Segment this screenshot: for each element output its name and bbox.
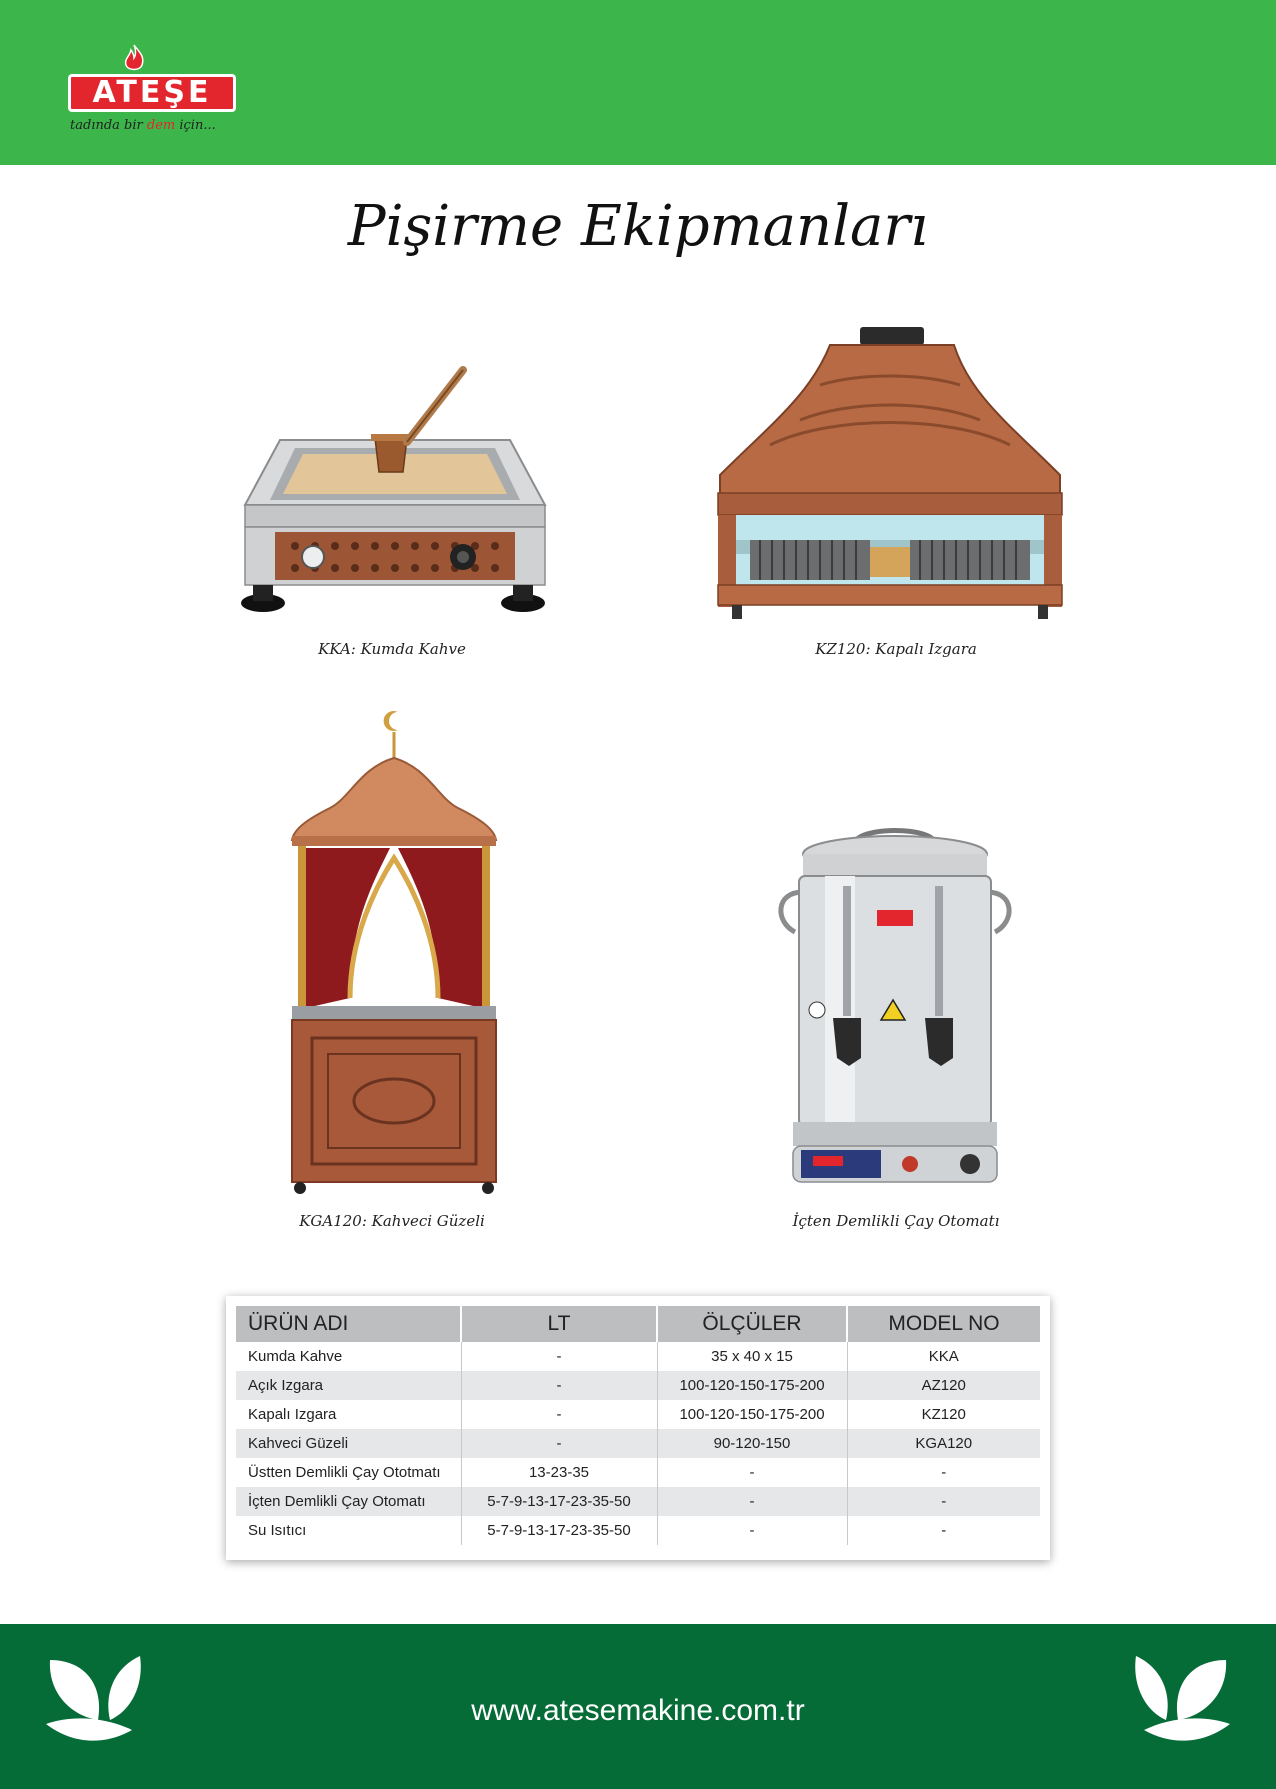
- product-caption-kka: KKA: Kumda Kahve: [318, 640, 466, 658]
- coffee-kiosk-icon: [280, 708, 500, 1198]
- logo-wordmark: ATEŞE: [68, 74, 236, 112]
- product-image-kumda-kahve[interactable]: [235, 360, 555, 625]
- table-row: [236, 1516, 1040, 1545]
- cell-lt: -: [461, 1429, 657, 1458]
- cell-model: -: [847, 1487, 1040, 1516]
- col-header-lt: LT: [461, 1306, 657, 1342]
- product-caption-cay-otomati: İçten Demlikli Çay Otomatı: [792, 1212, 1000, 1230]
- col-header-urun-adi: ÜRÜN ADI: [236, 1306, 461, 1342]
- cell-product: Kahveci Güzeli: [236, 1429, 461, 1458]
- cell-size: 35 x 40 x 15: [657, 1342, 847, 1371]
- cell-product: Açık Izgara: [236, 1371, 461, 1400]
- table-row: [236, 1400, 1040, 1429]
- cell-model: KKA: [847, 1342, 1040, 1371]
- cell-lt: -: [461, 1400, 657, 1429]
- closed-grill-icon: [710, 325, 1070, 625]
- cell-lt: 5-7-9-13-17-23-35-50: [461, 1487, 657, 1516]
- cell-size: 100-120-150-175-200: [657, 1371, 847, 1400]
- tagline-end: için...: [179, 118, 216, 133]
- logo-tagline: [70, 118, 250, 133]
- leaf-icon: [1128, 1654, 1232, 1746]
- product-caption-kz120: KZ120: Kapalı Izgara: [815, 640, 977, 658]
- footer-bar: [0, 1624, 1276, 1789]
- product-image-kapali-izgara[interactable]: [710, 325, 1070, 625]
- table-row: [236, 1429, 1040, 1458]
- cell-size: -: [657, 1487, 847, 1516]
- cell-lt: -: [461, 1342, 657, 1371]
- cell-size: 100-120-150-175-200: [657, 1400, 847, 1429]
- cell-model: KZ120: [847, 1400, 1040, 1429]
- cell-model: AZ120: [847, 1371, 1040, 1400]
- product-image-kahveci-guzeli[interactable]: [280, 708, 500, 1198]
- table-row: [236, 1371, 1040, 1400]
- cell-product: İçten Demlikli Çay Otomatı: [236, 1487, 461, 1516]
- col-header-olculer: ÖLÇÜLER: [657, 1306, 847, 1342]
- page-title: Pişirme Ekipmanları: [347, 194, 929, 259]
- cell-product: Kapalı Izgara: [248, 1406, 337, 1423]
- cell-lt: 5-7-9-13-17-23-35-50: [461, 1516, 657, 1545]
- flame-icon: [121, 44, 147, 74]
- header-bar: [0, 0, 1276, 165]
- website-link[interactable]: www.atesemakine.com.tr: [471, 1694, 805, 1727]
- tagline-highlight: dem: [146, 118, 176, 133]
- cell-product: Kumda Kahve: [248, 1348, 343, 1365]
- table-row: [236, 1487, 1040, 1516]
- product-caption-kga120: KGA120: Kahveci Güzeli: [299, 1212, 485, 1230]
- table-row: [236, 1458, 1040, 1487]
- cell-model: -: [847, 1516, 1040, 1545]
- spec-table-card: [226, 1296, 1050, 1560]
- cell-product: Üstten Demlikli Çay Ototmatı: [248, 1464, 441, 1481]
- product-image-cay-otomati[interactable]: [765, 822, 1025, 1194]
- spec-table: [236, 1306, 1040, 1545]
- cell-lt: -: [461, 1371, 657, 1400]
- cell-model: KGA120: [847, 1429, 1040, 1458]
- tagline-start: tadında bir: [70, 118, 143, 133]
- cell-product: Su Isıtıcı: [248, 1522, 307, 1539]
- cell-size: -: [657, 1516, 847, 1545]
- table-row: [236, 1342, 1040, 1371]
- col-header-model-no: MODEL NO: [847, 1306, 1040, 1342]
- cell-lt: 13-23-35: [461, 1458, 657, 1487]
- tea-urn-icon: [765, 822, 1025, 1194]
- sand-coffee-machine-icon: [235, 360, 555, 625]
- table-header-row: [236, 1306, 1040, 1342]
- cell-size: -: [657, 1458, 847, 1487]
- brand-logo[interactable]: [68, 44, 238, 144]
- cell-size: 90-120-150: [657, 1429, 847, 1458]
- cell-model: -: [847, 1458, 1040, 1487]
